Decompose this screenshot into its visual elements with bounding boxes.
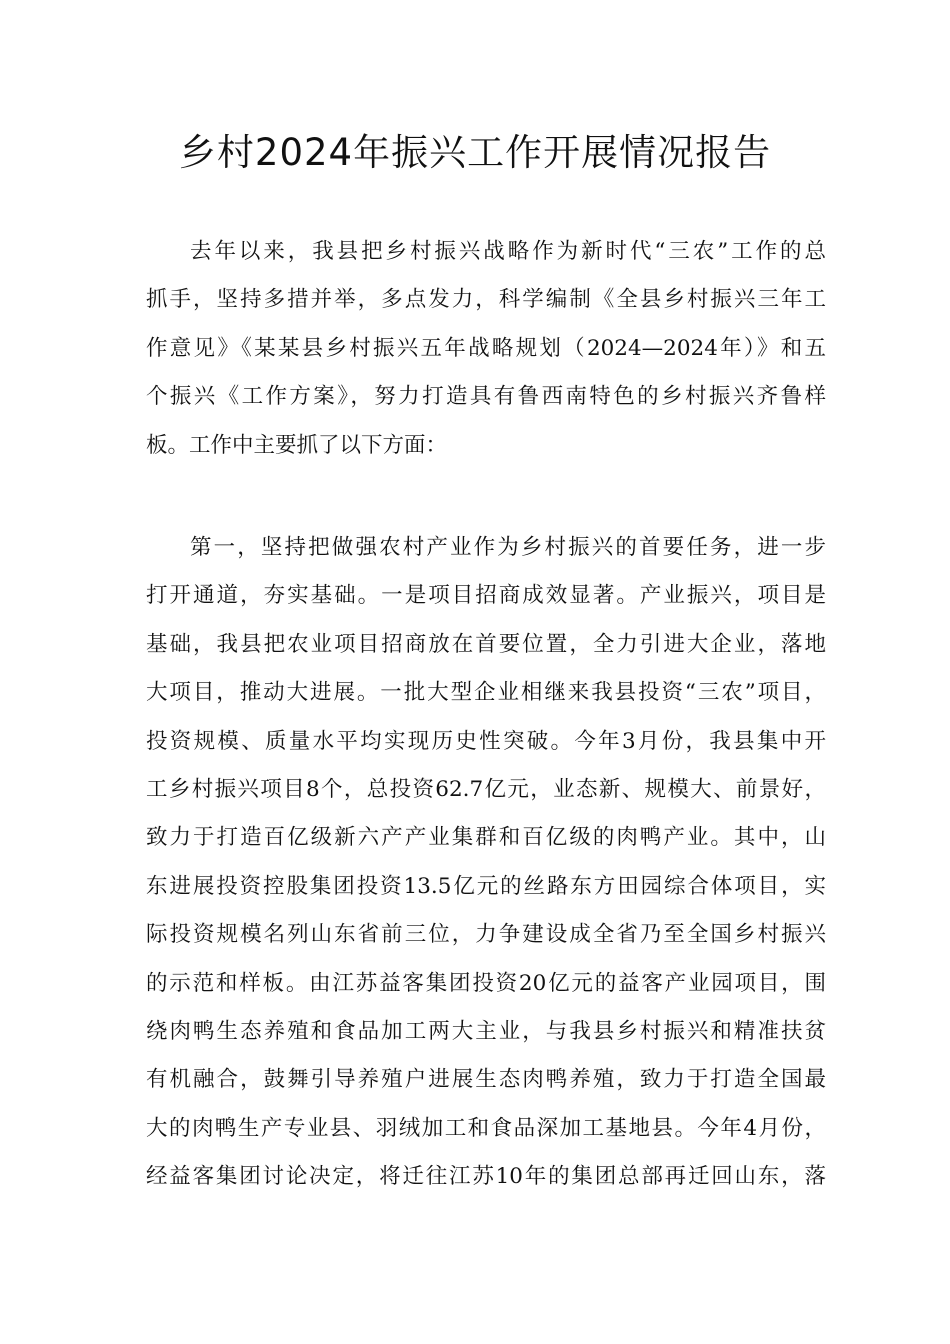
- section-one-paragraph: [146, 524, 826, 1201]
- paragraph-line: 去年以来，我县把乡村振兴战略作为新时代“三农”工作的总: [190, 239, 826, 264]
- paragraph-line: 有机融合，鼓舞引导养殖户进展生态肉鸭养殖，致力于打造全国最: [146, 1067, 826, 1093]
- paragraph-line: 抓手，坚持多措并举，多点发力，科学编制《全县乡村振兴三年工: [146, 287, 826, 313]
- paragraph-line: 个振兴《工作方案》，努力打造具有鲁西南特色的乡村振兴齐鲁样: [146, 384, 826, 410]
- paragraph-line: 投资规模、质量水平均实现历史性突破。今年3月份，我县集中开: [146, 728, 826, 754]
- paragraph-line: 绕肉鸭生态养殖和食品加工两大主业，与我县乡村振兴和精准扶贫: [146, 1018, 826, 1044]
- paragraph-line: 的示范和样板。由江苏益客集团投资20亿元的益客产业园项目，围: [146, 970, 826, 996]
- paragraph-line: 基础，我县把农业项目招商放在首要位置，全力引进大企业，落地: [146, 631, 826, 657]
- paragraph-line: 作意见》《某某县乡村振兴五年战略规划（2024—2024年）》和五: [146, 335, 826, 361]
- paragraph-line: 东进展投资控股集团投资13.5亿元的丝路东方田园综合体项目，实: [146, 873, 826, 899]
- intro-paragraph: [146, 228, 826, 470]
- paragraph-line: 经益客集团讨论决定，将迁往江苏10年的集团总部再迁回山东，落: [146, 1164, 826, 1190]
- paragraph-line: 大项目，推动大进展。一批大型企业相继来我县投资“三农”项目，: [146, 680, 826, 706]
- document-title: 乡村2024年振兴工作开展情况报告: [178, 131, 772, 174]
- paragraph-line: 第一，坚持把做强农村产业作为乡村振兴的首要任务，进一步: [190, 535, 826, 560]
- paragraph-line: 际投资规模名列山东省前三位，力争建设成全省乃至全国乡村振兴: [146, 922, 826, 948]
- paragraph-line: 打开通道，夯实基础。一是项目招商成效显著。产业振兴，项目是: [146, 583, 826, 609]
- paragraph-line: 致力于打造百亿级新六产产业集群和百亿级的肉鸭产业。其中，山: [146, 825, 826, 851]
- paragraph-line: 板。工作中主要抓了以下方面：: [146, 432, 448, 458]
- paragraph-line: 大的肉鸭生产专业县、羽绒加工和食品深加工基地县。今年4月份，: [146, 1115, 826, 1141]
- paragraph-line: 工乡村振兴项目8个，总投资62.7亿元，业态新、规模大、前景好，: [146, 776, 826, 802]
